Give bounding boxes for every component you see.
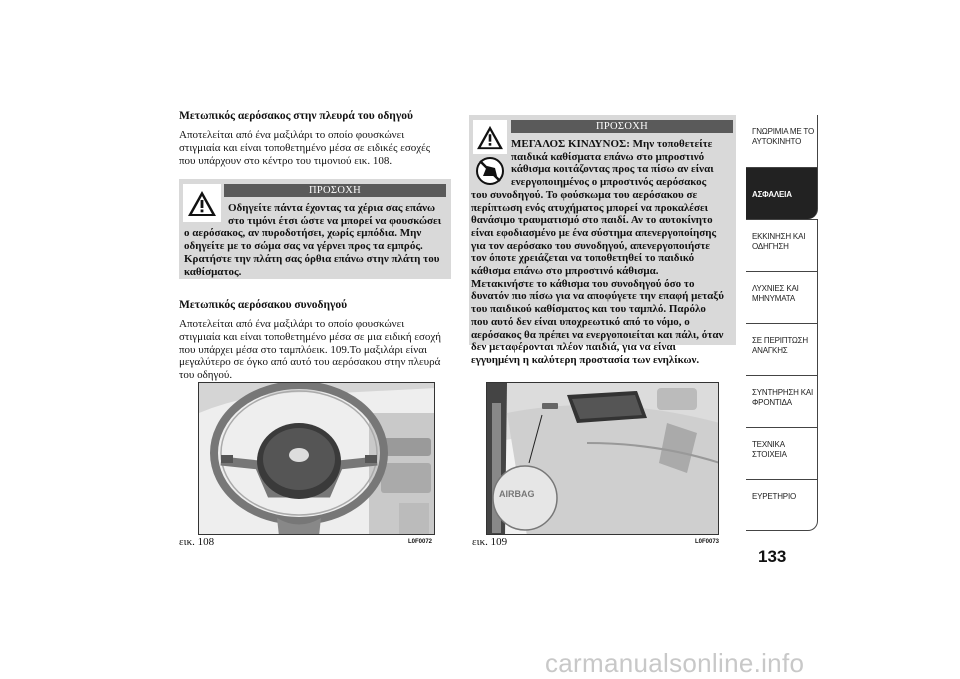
text-line: που υπάρχει μέσα στο ταμπλόεικ. 109.Το μαξιλάρι είναι [179, 343, 427, 356]
text-line: στιγμιαία και είναι τοποθετημένο μέσα σε μια ειδική εσοχή [179, 330, 442, 343]
section-heading-driver-airbag: Μετωπικός αερόσακος στην πλευρά του οδηγού [179, 110, 413, 122]
text-line: Μετακινήστε το κάθισμα του συνοδηγού όσο το [471, 277, 695, 290]
text-line: Αποτελείται από ένα μαξιλάρι το οποίο φουσκώνει [179, 129, 405, 141]
steering-wheel-illustration [199, 383, 435, 535]
tab-starting-driving[interactable] [746, 219, 818, 271]
warning-box-passenger [469, 115, 736, 366]
text-line: που αυτό δεν είναι υποχρεωτικό από το νόμο, ο [471, 315, 690, 328]
passenger-airbag-section [179, 298, 454, 382]
tab-getting-to-know[interactable] [746, 115, 818, 167]
tab-safety[interactable] [746, 167, 818, 219]
text-line: για τον αερόσακο του συνοδηγού, απενεργοποιήστε [471, 239, 710, 252]
tab-label: ΕΚΚΙΝΗΣΗ ΚΑΙ [752, 232, 806, 241]
tab-emergency[interactable] [746, 323, 818, 375]
tab-label: ΣΥΝΤΗΡΗΣΗ ΚΑΙ [752, 388, 814, 397]
tab-label: ΓΝΩΡΙΜΙΑ ΜΕ ΤΟ [752, 127, 814, 136]
text-line: του παιδικού καθίσματος και του ταμπλό. Παρόλο [471, 303, 706, 316]
tab-maintenance[interactable] [746, 375, 818, 427]
text-line: ο αερόσακος, αν πυροδοτήσει, χωρίς εμπόδια. Μην [184, 227, 422, 240]
tab-label: ΕΥΡΕΤΗΡΙΟ [752, 492, 796, 501]
text-line: στιγμιαία και είναι τοποθετημένο μέσα σε ειδικές εσοχές [179, 141, 431, 154]
warning-title: ΠΡΟΣΟΧΗ [224, 184, 446, 197]
tab-label: ΟΔΗΓΗΣΗ [752, 242, 789, 251]
figure-108-caption: εικ. 108 [179, 536, 215, 548]
chapter-tabs [746, 115, 818, 531]
text-line: του οδηγού. [179, 369, 233, 382]
text-line: οδηγείτε με το σώμα σας να γέρνει προς τα εμπρός. [184, 240, 423, 253]
figure-108-code: L0F0072 [408, 539, 433, 545]
warning-text [471, 138, 735, 367]
text-line: που υπάρχουν στο κέντρο του τιμονιού εικ. 108. [179, 154, 393, 167]
text-line: κάθισμα κοιτάζοντας προς τα πίσω αν είναι [511, 163, 714, 176]
warning-text [184, 202, 449, 278]
text-line: παιδικά καθίσματα επάνω στο μπροστινό [511, 150, 705, 163]
text-line: δεν μεταφέρονται πλέον παιδιά, για να είναι [471, 341, 676, 354]
tab-label: ΤΕΧΝΙΚΑ ΣΤΟΙΧΕΙΑ [752, 440, 787, 459]
driver-airbag-paragraph [179, 129, 451, 167]
warning-title: ΠΡΟΣΟΧΗ [511, 120, 733, 133]
warning-box-driver [179, 179, 451, 279]
text-line: αερόσακος θα πρέπει να ενεργοποιείται και πάλι, όταν [471, 328, 724, 341]
tab-label: ΜΗΝΥΜΑΤΑ [752, 294, 795, 303]
tab-index[interactable] [746, 479, 818, 531]
dashboard-illustration [487, 383, 719, 535]
figure-109-caption: εικ. 109 [472, 536, 508, 548]
text-line: Αποτελείται από ένα μαξιλάρι το οποίο φουσκώνει [179, 318, 405, 330]
left-column [179, 109, 451, 167]
text-line: μεγαλύτερο σε όγκο από αυτό του αερόσακου στην πλευρά [179, 356, 441, 369]
text-line: θανάσιμο τραυματισμό στο παιδί. Αν το αυτοκίνητο [471, 214, 713, 227]
tab-lights-messages[interactable] [746, 271, 818, 323]
passenger-airbag-paragraph [179, 318, 454, 382]
tab-label: ΑΥΤΟΚΙΝΗΤΟ [752, 137, 802, 146]
text-line: Οδηγείτε πάντα έχοντας τα χέρια σας επάνω [228, 202, 436, 214]
section-heading-passenger-airbag: Μετωπικός αερόσακου συνοδηγού [179, 299, 348, 311]
tab-technical-data[interactable] [746, 427, 818, 479]
text-line: ΜΕΓΑΛΟΣ ΚΙΝΔΥΝΟΣ: Μην τοποθετείτε [511, 138, 713, 150]
text-line: ενεργοποιημένος ο μπροστινός αερόσακος [511, 176, 707, 189]
tab-label: ΦΡΟΝΤΙΔΑ [752, 398, 792, 407]
text-line: στο τιμόνι έτσι ώστε να μπορεί να φουσκώσει [228, 214, 442, 227]
tab-label: ΣΕ ΠΕΡΙΠΤΩΣΗ [752, 336, 808, 345]
text-line: του συνοδηγού. Το φούσκωμα του αερόσακου σε [471, 188, 698, 201]
tab-label: ΑΝΑΓΚΗΣ [752, 346, 788, 355]
tab-label: ΑΣΦΑΛΕΙΑ [752, 190, 792, 199]
text-line: τον όποτε χρειάζεται να τοποθετηθεί το παιδικό [471, 252, 695, 265]
text-line: δυνατόν πιο πίσω για να αποφύγετε την επαφή μεταξύ [471, 290, 724, 303]
text-line: περίπτωση ενός ατυχήματος μπορεί να προκαλέσει [471, 201, 709, 214]
watermark: carmanualsonline.info [545, 648, 805, 678]
airbag-label: AIRBAG [499, 489, 535, 499]
figure-steering-wheel-airbag [198, 382, 435, 535]
figure-passenger-airbag [486, 382, 719, 535]
page-number: 133 [758, 547, 787, 566]
text-line: καθίσματος. [184, 265, 242, 278]
tab-label: ΛΥΧΝΙΕΣ ΚΑΙ [752, 284, 799, 293]
text-line: εγγυημένη η καλύτερη προστασία των ενηλίκων. [471, 353, 700, 366]
figure-109-code: L0F0073 [695, 539, 720, 545]
text-line: είναι εφοδιασμένο με ένα σύστημα απενεργοποίησης [471, 226, 717, 239]
text-line: Κρατήστε την πλάτη σας όρθια επάνω στην πλάτη του [184, 252, 440, 265]
text-line: κάθισμα επάνω στο μπροστινό κάθισμα. [471, 265, 659, 278]
